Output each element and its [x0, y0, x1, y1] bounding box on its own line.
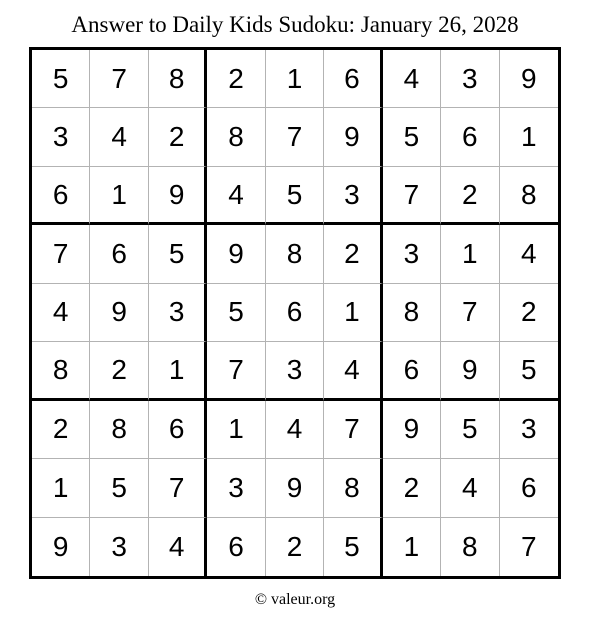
sudoku-cell: 4 — [441, 459, 499, 517]
sudoku-cell: 3 — [324, 167, 382, 225]
sudoku-cell: 4 — [324, 342, 382, 400]
sudoku-cell: 1 — [32, 459, 90, 517]
sudoku-cell: 7 — [324, 401, 382, 459]
sudoku-cell: 6 — [149, 401, 207, 459]
sudoku-cell: 3 — [441, 50, 499, 108]
sudoku-cell: 9 — [324, 108, 382, 166]
sudoku-cell: 3 — [32, 108, 90, 166]
sudoku-cell: 9 — [32, 518, 90, 576]
sudoku-cell: 5 — [207, 284, 265, 342]
sudoku-cell: 2 — [324, 225, 382, 283]
sudoku-cell: 8 — [32, 342, 90, 400]
sudoku-cell: 7 — [207, 342, 265, 400]
sudoku-cell: 4 — [383, 50, 441, 108]
sudoku-cell: 2 — [90, 342, 148, 400]
sudoku-cell: 1 — [266, 50, 324, 108]
sudoku-cell: 2 — [500, 284, 558, 342]
sudoku-cell: 2 — [383, 459, 441, 517]
sudoku-cell: 1 — [207, 401, 265, 459]
sudoku-cell: 9 — [383, 401, 441, 459]
sudoku-cell: 9 — [207, 225, 265, 283]
sudoku-cell: 3 — [90, 518, 148, 576]
sudoku-cell: 3 — [266, 342, 324, 400]
sudoku-cell: 2 — [207, 50, 265, 108]
sudoku-cell: 1 — [500, 108, 558, 166]
sudoku-cell: 6 — [32, 167, 90, 225]
sudoku-cell: 7 — [266, 108, 324, 166]
sudoku-cell: 6 — [383, 342, 441, 400]
sudoku-cell: 4 — [90, 108, 148, 166]
sudoku-cell: 1 — [90, 167, 148, 225]
sudoku-cell: 8 — [383, 284, 441, 342]
sudoku-cell: 9 — [149, 167, 207, 225]
sudoku-cell: 6 — [324, 50, 382, 108]
sudoku-cell: 2 — [266, 518, 324, 576]
sudoku-cell: 5 — [441, 401, 499, 459]
sudoku-cell: 8 — [149, 50, 207, 108]
sudoku-cell: 7 — [520, 530, 537, 562]
sudoku-cell: 5 — [266, 167, 324, 225]
sudoku-cell: 8 — [90, 401, 148, 459]
copyright-footer: © valeur.org — [254, 591, 336, 608]
sudoku-cell: 5 — [500, 342, 558, 400]
sudoku-cell: 7 — [149, 459, 207, 517]
sudoku-cell: 8 — [207, 108, 265, 166]
sudoku-cell: 3 — [207, 459, 265, 517]
page-title: Answer to Daily Kids Sudoku: January 26, 2028 — [71, 12, 519, 37]
sudoku-cell: 1 — [149, 342, 207, 400]
sudoku-cell: 3 — [383, 225, 441, 283]
sudoku-cell: 5 — [383, 108, 441, 166]
sudoku-cell: 9 — [500, 50, 558, 108]
sudoku-cell: 8 — [500, 167, 558, 225]
sudoku-cell: 9 — [441, 342, 499, 400]
sudoku-cell: 5 — [149, 225, 207, 283]
sudoku-cell: 9 — [90, 284, 148, 342]
sudoku-cell: 1 — [441, 225, 499, 283]
sudoku-cell: 8 — [266, 225, 324, 283]
sudoku-cell: 7 — [90, 50, 148, 108]
sudoku-grid — [29, 47, 561, 579]
sudoku-cell: 4 — [207, 167, 265, 225]
sudoku-cell: 8 — [441, 518, 499, 576]
sudoku-cell: 4 — [149, 518, 207, 576]
sudoku-cell: 8 — [324, 459, 382, 517]
sudoku-cell: 3 — [500, 401, 558, 459]
sudoku-cell: 6 — [266, 284, 324, 342]
sudoku-cell: 6 — [441, 108, 499, 166]
sudoku-cell: 2 — [441, 167, 499, 225]
sudoku-cell: 5 — [32, 50, 90, 108]
sudoku-cell: 6 — [500, 459, 558, 517]
sudoku-cell: 3 — [149, 284, 207, 342]
sudoku-cell: 6 — [90, 225, 148, 283]
sudoku-cell: 9 — [266, 459, 324, 517]
sudoku-cell: 4 — [32, 284, 90, 342]
sudoku-cell: 5 — [90, 459, 148, 517]
sudoku-cell: 4 — [266, 401, 324, 459]
sudoku-cell: 2 — [32, 401, 90, 459]
sudoku-cell: 4 — [500, 225, 558, 283]
sudoku-cell: 1 — [383, 518, 441, 576]
sudoku-cell: 7 — [441, 284, 499, 342]
sudoku-cell: 2 — [149, 108, 207, 166]
sudoku-cell: 7 — [383, 167, 441, 225]
sudoku-cell: 5 — [324, 518, 382, 576]
sudoku-cell: 1 — [324, 284, 382, 342]
sudoku-cell: 6 — [207, 518, 265, 576]
sudoku-cell: 7 — [32, 225, 90, 283]
